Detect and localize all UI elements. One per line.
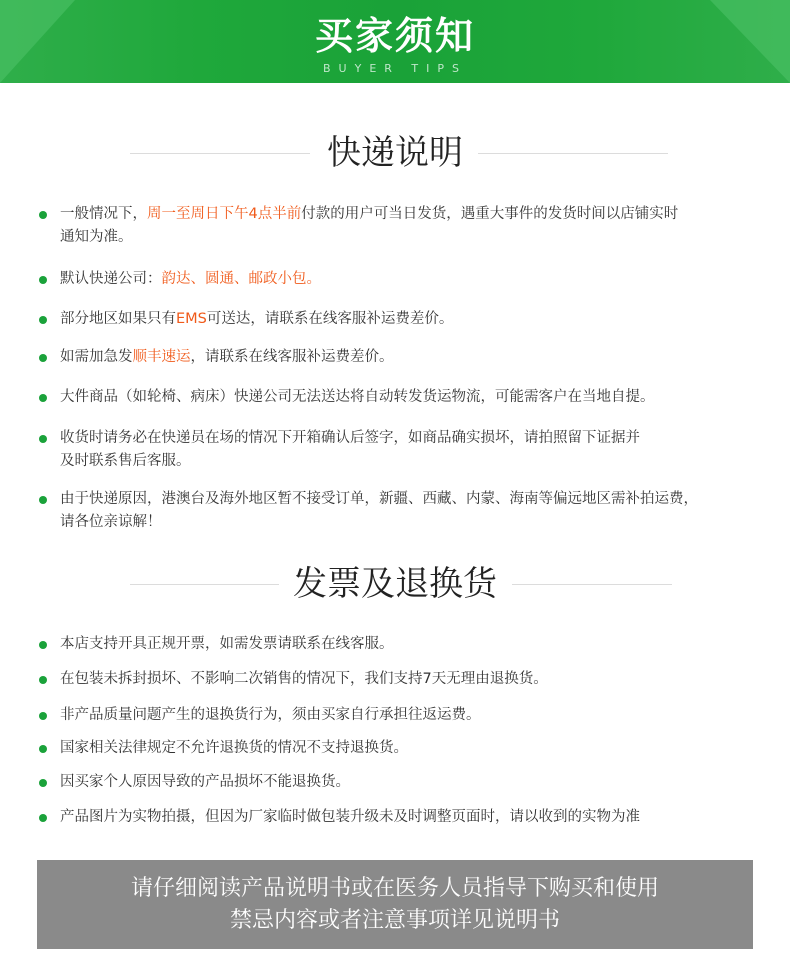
header-banner (0, 0, 790, 83)
banner-title: 买家须知 (314, 14, 475, 58)
highlight-text: EMS (176, 311, 207, 327)
list-item: 非产品质量问题产生的退换货行为，须由买家自行承担往返运费。 (38, 704, 758, 727)
bullet-icon (39, 316, 47, 324)
section-heading: 快递说明 (313, 131, 477, 175)
bullet-icon (39, 435, 47, 443)
bullet-icon (39, 814, 47, 822)
bullet-icon (39, 354, 47, 362)
bullet-icon (39, 276, 47, 284)
bullet-icon (39, 745, 47, 753)
list-item: 产品图片为实物拍摄，但因为厂家临时做包装升级未及时调整页面时，请以收到的实物为准 (38, 806, 758, 829)
footer-notice (37, 860, 753, 949)
list-item: 大件商品（如轮椅、病床）快递公司无法送达将自动转发货运物流，可能需客户在当地自提。 (38, 386, 758, 409)
section-title-delivery (0, 131, 790, 175)
highlight-text: 周一至周日下午4点半前 (147, 206, 302, 222)
list-item: 收货时请务必在快递员在场的情况下开箱确认后签字，如商品确实损坏，请拍照留下证据并 及时联系售后客服。 (38, 427, 758, 473)
highlight-text: 顺丰速运 (132, 349, 191, 365)
list-item: 默认快递公司：韵达、圆通、邮政小包。 (38, 268, 758, 291)
bullet-icon (39, 394, 47, 402)
section-title-invoice (0, 562, 790, 606)
divider-right (478, 153, 668, 154)
bullet-icon (39, 211, 47, 219)
divider-right (512, 584, 672, 585)
list-item: 一般情况下，周一至周日下午4点半前付款的用户可当日发货，遇重大事件的发货时间以店铺实时 通知为准。 (38, 203, 758, 249)
bullet-icon (39, 712, 47, 720)
bullet-icon (39, 676, 47, 684)
list-item: 本店支持开具正规开票，如需发票请联系在线客服。 (38, 633, 758, 656)
section-heading: 发票及退换货 (279, 562, 511, 606)
list-item: 在包装未拆封损坏、不影响二次销售的情况下，我们支持7天无理由退换货。 (38, 668, 758, 691)
list-item: 部分地区如果只有EMS可送达，请联系在线客服补运费差价。 (38, 308, 758, 331)
bullet-icon (39, 641, 47, 649)
banner-subtitle: BUYER TIPS (323, 62, 467, 75)
list-item: 因买家个人原因导致的产品损坏不能退换货。 (38, 771, 758, 794)
footer-line-1: 请仔细阅读产品说明书或在医务人员指导下购买和使用 (130, 876, 659, 901)
bullet-icon (39, 496, 47, 504)
list-item: 如需加急发顺丰速运，请联系在线客服补运费差价。 (38, 346, 758, 369)
list-item: 由于快递原因，港澳台及海外地区暂不接受订单，新疆、西藏、内蒙、海南等偏远地区需补拍运费， 请各位亲谅解！ (38, 488, 758, 534)
footer-line-2: 禁忌内容或者注意事项详见说明书 (229, 908, 560, 933)
list-item: 国家相关法律规定不允许退换货的情况不支持退换货。 (38, 737, 758, 760)
divider-left (130, 584, 280, 585)
bullet-icon (39, 779, 47, 787)
divider-left (130, 153, 310, 154)
highlight-text: 韵达、圆通、邮政小包。 (161, 271, 321, 287)
